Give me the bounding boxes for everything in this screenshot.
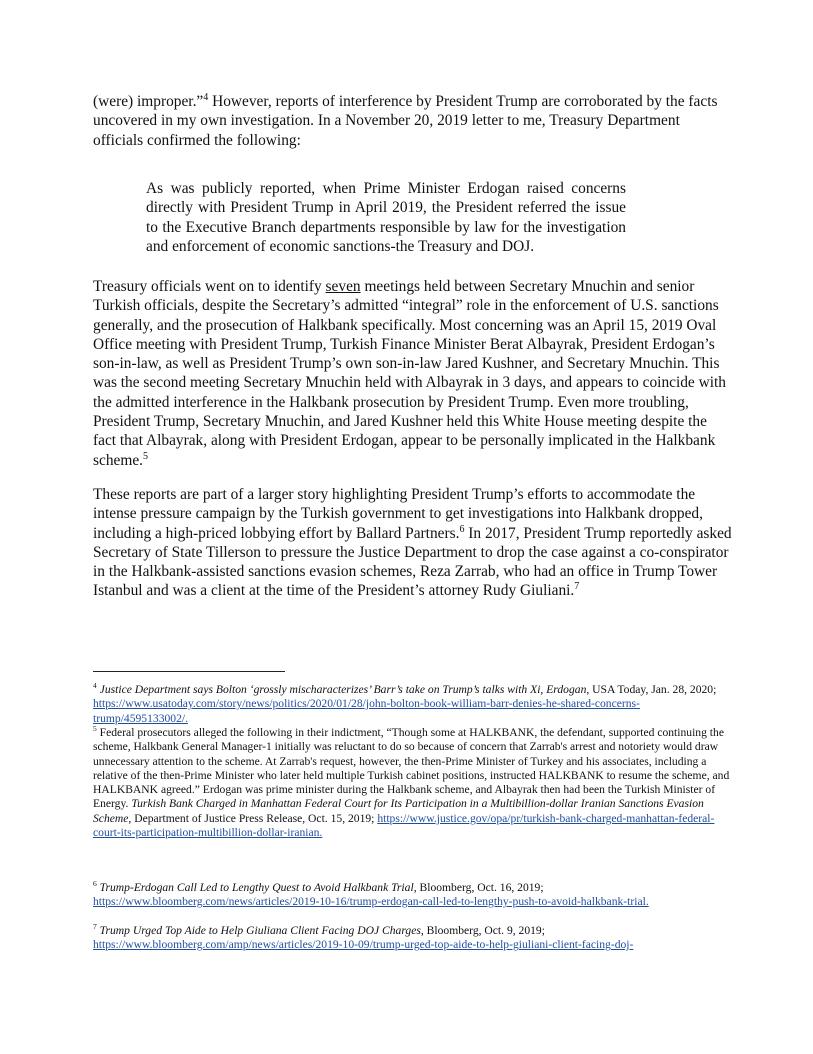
footnote-5-text: Federal prosecutors alleged the following in their indictment, “Though some at HALKBANK, the defendant, supported continuing the scheme, Halkbank General Manager-1 initially was reluctant to do so because of concern that Zarrab's arrest and notoriety would draw unnecessary attention to the scheme. At Zarrab's request, however, the then-Prime Minister of Turkey and his associates, including a relative of the then-Prime Minister who later held multiple Turkish cabinet positions, instructed HALKBANK to resume the scheme, and HALKBANK agreed.” Erdogan was prime minister during the Halkbank scheme, and Albayrak then had been the Turkish Minister of Energy. <box>93 726 730 811</box>
footnote-5-link[interactable]: https://www.justice.gov/opa/pr/turkish-bank-charged-manhattan-federal-court-its-participation-multibillion-dollar-iranian. <box>93 811 715 840</box>
footnote-7-title: Trump Urged Top Aide to Help Giuliana Client Facing DOJ Charges <box>99 924 421 937</box>
footnote-6-title: Trump-Erdogan Call Led to Lengthy Quest to Avoid Halkbank Trial <box>99 881 414 894</box>
paragraph-intro <box>93 92 733 150</box>
paragraph-lobbying-text: These reports are part of a larger story highlighting President Trump’s efforts to accommodate the intense pressure campaign by the Turkish government to get investigations into Halkbank dropped, including a high-priced lobbying effort by Ballard Partners. <box>93 486 703 542</box>
footnote-ref-5[interactable]: 5 <box>143 450 148 462</box>
footnote-separator <box>93 671 285 672</box>
footnote-5-number: 5 <box>93 724 97 734</box>
footnote-4 <box>93 683 733 726</box>
footnote-6-link[interactable]: https://www.bloomberg.com/news/articles/2019-10-16/trump-erdogan-call-led-to-lengthy-push-to-avoid-halkbank-trial. <box>93 895 649 909</box>
footnote-ref-4[interactable]: 4 <box>203 91 209 103</box>
footnote-6-number: 6 <box>93 879 97 889</box>
footnote-ref-6[interactable]: 6 <box>459 523 465 535</box>
paragraph-lobbying <box>93 485 733 601</box>
footnote-5 <box>93 726 733 840</box>
paragraph-intro-text-cont: However, reports of interference by President Trump are corroborated by the facts uncovered in my own investigation. In a November 20, 2019 letter to me, Treasury Department officials confirmed the following: <box>93 93 718 149</box>
footnote-5-source: , Department of Justice Press Release, Oct. 15, 2019; <box>128 811 375 825</box>
footnote-7-number: 7 <box>93 922 97 932</box>
paragraph-meetings-text-cont: meetings held between Secretary Mnuchin and senior Turkish officials, despite the Secretary’s admitted “integral” role in the enforcement of U.S. sanctions generally, and the prosecution of Halkbank specifically. Most concerning was an April 15, 2019 Oval Office meeting with President Trump, Turkish Finance Minister Berat Albayrak, President Erdogan’s son-in-law, as well as President Trump’s own son-in-law Jared Kushner, and Secretary Mnuchin. This was the second meeting Secretary Mnuchin held with Albayrak in 3 days, and appears to coincide with the admitted interference in the Halkbank prosecution by President Trump. Even more troubling, President Trump, Secretary Mnuchin, and Jared Kushner held this White House meeting despite the fact that Albayrak, along with President Erdogan, appear to be personally implicated in the Halkbank scheme. <box>93 278 726 469</box>
paragraph-intro-text: (were) improper.” <box>93 93 204 110</box>
footnote-4-source: , USA Today, Jan. 28, 2020; <box>586 683 717 696</box>
paragraph-meetings <box>93 277 733 470</box>
footnote-ref-7[interactable]: 7 <box>574 581 580 593</box>
footnote-4-link[interactable]: https://www.usatoday.com/story/news/politics/2020/01/28/john-bolton-book-william-barr-denies-he-shared-concerns-trump/4595133002/. <box>93 697 640 725</box>
paragraph-meetings-text: Treasury officials went on to identify <box>93 278 326 295</box>
paragraph-lobbying-text-cont: In 2017, President Trump reportedly asked Secretary of State Tillerson to pressure the Justice Department to drop the case against a co-conspirator in the Halkbank-assisted sanctions evasion schemes, Reza Zarrab, who had an office in Trump Tower Istanbul and was a client at the time of the President’s attorney Rudy Giuliani. <box>93 524 732 600</box>
underlined-seven: seven <box>325 278 361 295</box>
footnote-4-number: 4 <box>93 681 97 691</box>
footnote-6 <box>93 881 733 910</box>
footnote-5-title: Turkish Bank Charged in Manhattan Federal Court for Its Participation in a Multibillion-dollar Iranian Sanctions Evasion Scheme <box>93 797 704 825</box>
footnote-7-link[interactable]: https://www.bloomberg.com/amp/news/articles/2019-10-09/trump-urged-top-aide-to-help-giuliani-client-facing-doj- <box>93 938 634 952</box>
footnote-6-source: , Bloomberg, Oct. 16, 2019; <box>413 881 544 894</box>
footnote-7 <box>93 924 733 953</box>
footnote-7-source: , Bloomberg, Oct. 9, 2019; <box>420 924 545 937</box>
block-quote: As was publicly reported, when Prime Minister Erdogan raised concerns directly with President Trump in April 2019, the President referred the issue to the Executive Branch departments responsible by law for the investigation and enforcement of economic sanctions-the Treasury and DOJ. <box>146 180 626 255</box>
footnote-4-title: Justice Department says Bolton ‘grossly mischaracterizes’ Barr’s take on Trump’s talks with Xi, Erdogan <box>99 683 587 696</box>
